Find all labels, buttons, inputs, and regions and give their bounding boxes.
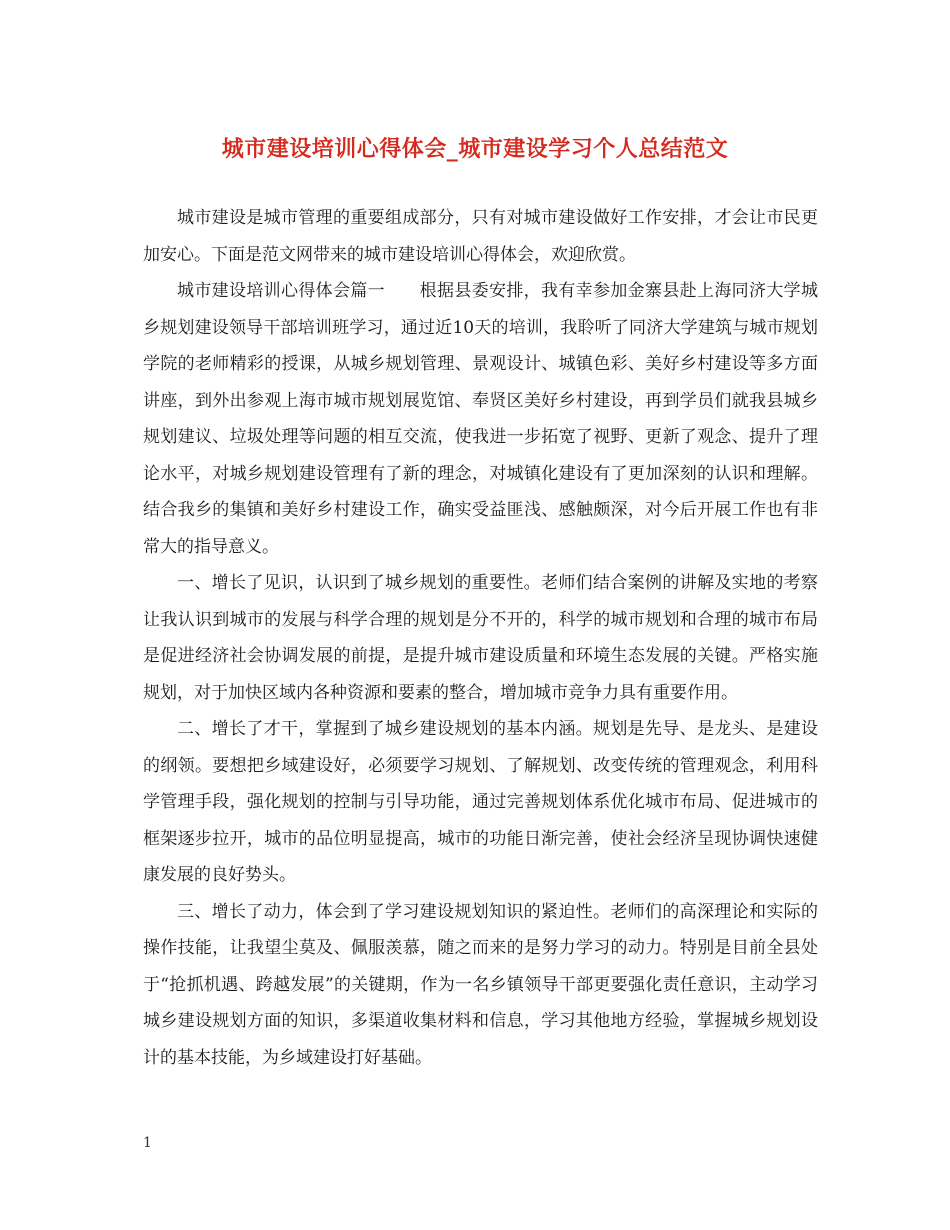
paragraph-point-three: 三、增长了动力，体会到了学习建设规划知识的紧迫性。老师们的高深理论和实际的操作技能，让我望尘莫及、佩服羡慕，随之而来的是努力学习的动力。特别是目前全县处于“抢抓机遇、跨越发展”的关键期，作为一名乡镇领导干部更要强化责任意识，主动学习城乡建设规划方面的知识，多渠道收集材料和信息，学习其他地方经验，掌握城乡规划设计的基本技能，为乡域建设打好基础。 [143,901,818,1068]
document-body [143,200,818,1076]
paragraph-intro: 城市建设是城市管理的重要组成部分，只有对城市建设做好工作安排，才会让市民更加安心。下面是范文网带来的城市建设培训心得体会，欢迎欣赏。 [143,208,818,265]
paragraph-article-one: 城市建设培训心得体会篇一 根据县委安排，我有幸参加金寨县赴上海同济大学城乡规划建设领导干部培训班学习，通过近10天的培训，我聆听了同济大学建筑与城市规划学院的老师精彩的授课，从城乡规划管理、景观设计、城镇色彩、美好乡村建设等多方面讲座，到外出参观上海市城市规划展览馆、奉贤区美好乡村建设，再到学员们就我县城乡规划建议、垃圾处理等问题的相互交流，使我进一步拓宽了视野、更新了观念、提升了理论水平，对城乡规划建设管理有了新的理念，对城镇化建设有了更加深刻的认识和理解。结合我乡的集镇和美好乡村建设工作，确实受益匪浅、感触颇深，对今后开展工作也有非常大的指导意义。 [143,281,818,557]
page-number: 1 [143,1135,152,1151]
paragraph-point-two: 二、增长了才干，掌握到了城乡建设规划的基本内涵。规划是先导、是龙头、是建设的纲领。要想把乡域建设好，必须要学习规划、了解规划、改变传统的管理观念，利用科学管理手段，强化规划的控制与引导功能，通过完善规划体系优化城市布局、促进城市的框架逐步拉开，城市的品位明显提高，城市的功能日渐完善，使社会经济呈现协调快速健康发展的良好势头。 [143,719,818,885]
document-title: 城市建设培训心得体会_城市建设学习个人总结范文 [221,136,729,162]
paragraph-point-one: 一、增长了见识，认识到了城乡规划的重要性。老师们结合案例的讲解及实地的考察让我认识到城市的发展与科学合理的规划是分不开的，科学的城市规划和合理的城市布局是促进经济社会协调发展的前提，是提升城市建设质量和环境生态发展的关键。严格实施规划，对于加快区域内各种资源和要素的整合，增加城市竞争力具有重要作用。 [143,573,818,703]
